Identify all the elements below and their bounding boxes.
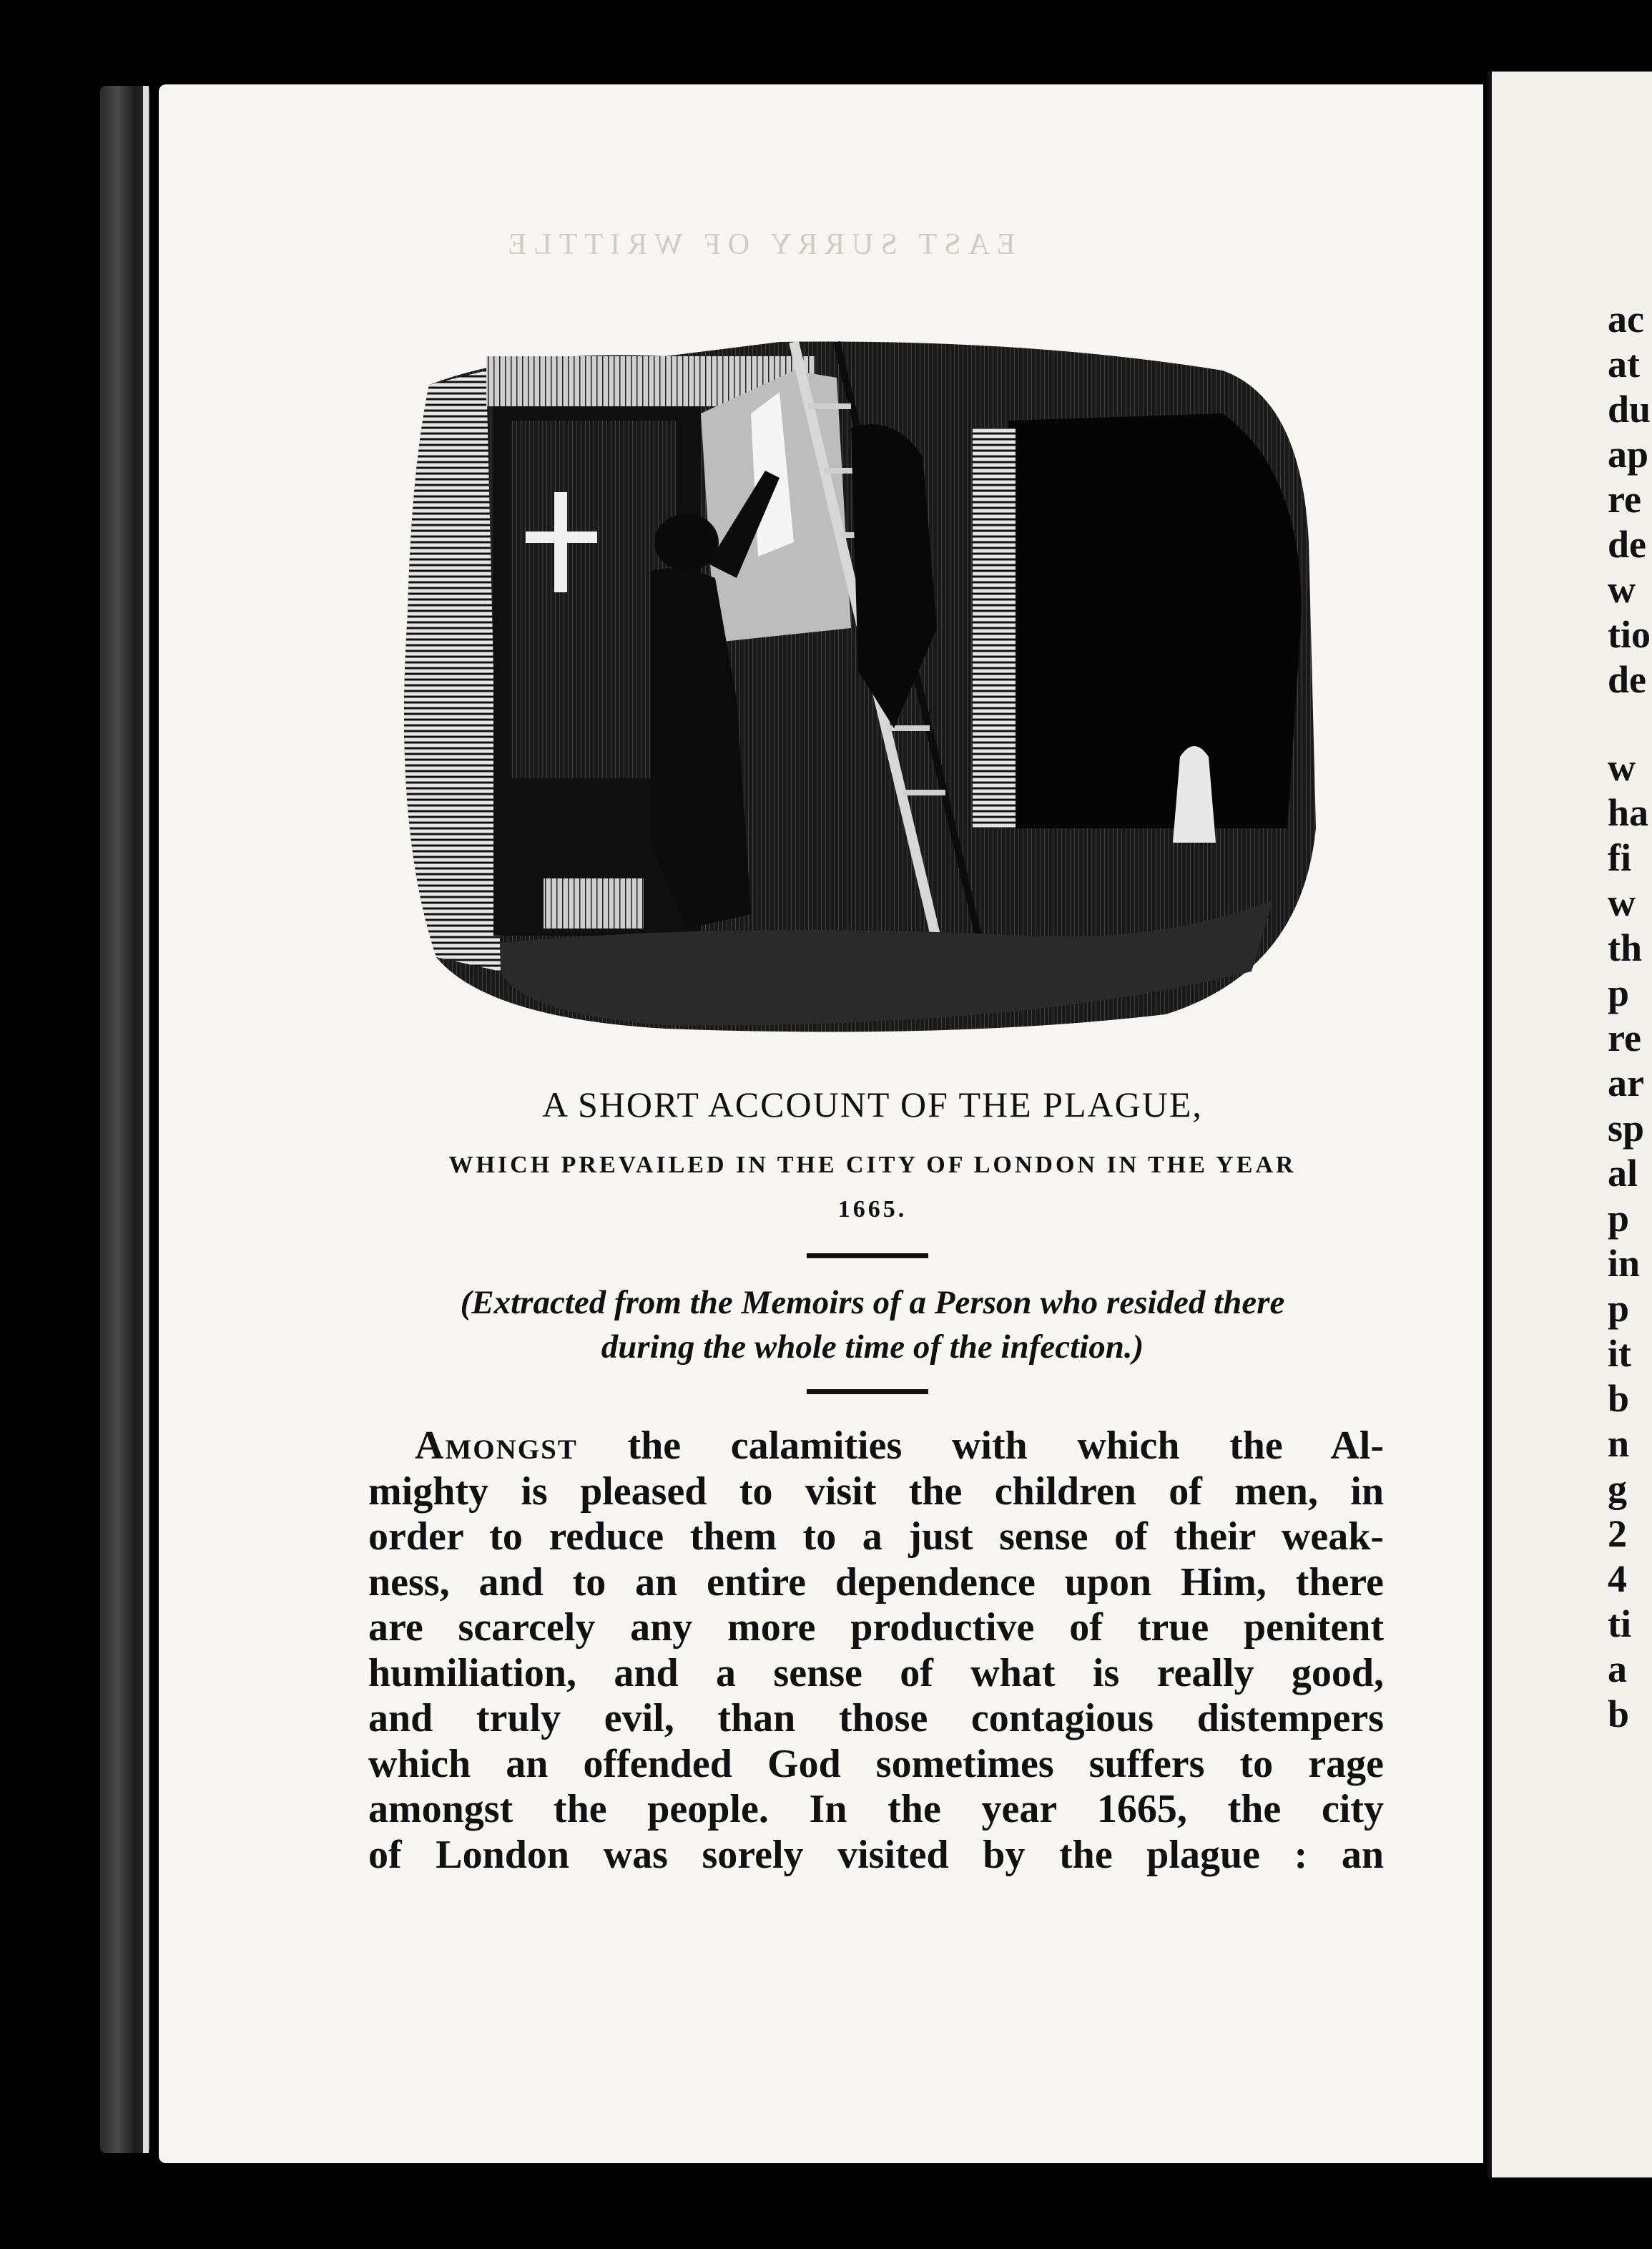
fragment: sp — [1608, 1107, 1645, 1150]
fragment: tio — [1608, 613, 1651, 656]
fragment: p — [1608, 1197, 1630, 1240]
fragment: w — [1608, 881, 1636, 924]
engraving-svg — [379, 328, 1330, 1036]
fragment: at — [1608, 343, 1640, 386]
chapter-title: A SHORT ACCOUNT OF THE PLAGUE, — [542, 1084, 1203, 1124]
fragment: in — [1608, 1242, 1641, 1285]
fragment: p — [1608, 1287, 1630, 1330]
body-line: ness, and to an entire dependence upon Him, there — [368, 1559, 1384, 1604]
fragment: de — [1608, 523, 1646, 566]
fragment: re — [1608, 1016, 1641, 1059]
fragment: g — [1608, 1467, 1627, 1510]
fragment: ac — [1608, 298, 1644, 340]
fragment: th — [1608, 926, 1643, 969]
right-page-fragments — [1608, 297, 1652, 1737]
chapter-subtitle — [343, 1143, 1402, 1232]
body-line: of London was sorely visited by the plague : an — [368, 1832, 1384, 1877]
fragment: it — [1608, 1332, 1631, 1375]
fragment: b — [1608, 1377, 1630, 1420]
fragment: ha — [1608, 791, 1649, 834]
body-paragraph — [368, 1424, 1384, 1878]
body-line: humiliation, and a sense of what is really good, — [368, 1650, 1384, 1695]
fragment: al — [1608, 1152, 1638, 1195]
fragment: du — [1608, 388, 1651, 431]
fragment: w — [1608, 746, 1636, 789]
body-line: mighty is pleased to visit the children of men, in — [368, 1469, 1384, 1514]
subtitle-line: WHICH PREVAILED IN THE CITY OF LONDON IN THE YEAR — [448, 1152, 1297, 1178]
fragment: b — [1608, 1692, 1630, 1735]
bleed-through-header: EAST SURRY OF WRITTLE — [501, 228, 1016, 261]
fragment: de — [1608, 658, 1646, 701]
body-line: and truly evil, than those contagious distempers — [368, 1696, 1384, 1740]
fragment: re — [1608, 478, 1641, 521]
fragment: ti — [1608, 1602, 1631, 1645]
fragment: ar — [1608, 1062, 1644, 1104]
body-line: which an offended God sometimes suffers to rage — [368, 1741, 1384, 1786]
fragment: a — [1608, 1647, 1627, 1690]
fragment: w — [1608, 568, 1636, 611]
body-line: are scarcely any more productive of true penitent — [368, 1605, 1384, 1650]
paragraph-gap — [1608, 702, 1652, 745]
extract-line: during the whole time of the infection.) — [601, 1328, 1144, 1366]
fragment: p — [1608, 971, 1630, 1014]
fragment: n — [1608, 1422, 1630, 1465]
spine-edge — [143, 86, 149, 2153]
extract-line: (Extracted from the Memoirs of a Person who resided there — [460, 1284, 1285, 1321]
body-line — [368, 1424, 1384, 1469]
body-line-rest: the calamities with which the Al- — [627, 1424, 1384, 1468]
fragment: 2 — [1608, 1512, 1627, 1555]
body-line: amongst the people. In the year 1665, the city — [368, 1787, 1384, 1831]
fragment: fi — [1608, 836, 1631, 879]
divider-rule-top — [807, 1253, 928, 1258]
plague-engraving-illustration — [379, 328, 1330, 1036]
fragment: 4 — [1608, 1557, 1627, 1600]
fragment: ap — [1608, 433, 1649, 476]
opening-word: Amongst — [415, 1424, 578, 1468]
body-line: order to reduce them to a just sense of their weak- — [368, 1514, 1384, 1559]
subtitle-year: 1665. — [837, 1196, 908, 1223]
extract-note — [358, 1280, 1387, 1369]
divider-rule-bottom — [807, 1389, 928, 1394]
